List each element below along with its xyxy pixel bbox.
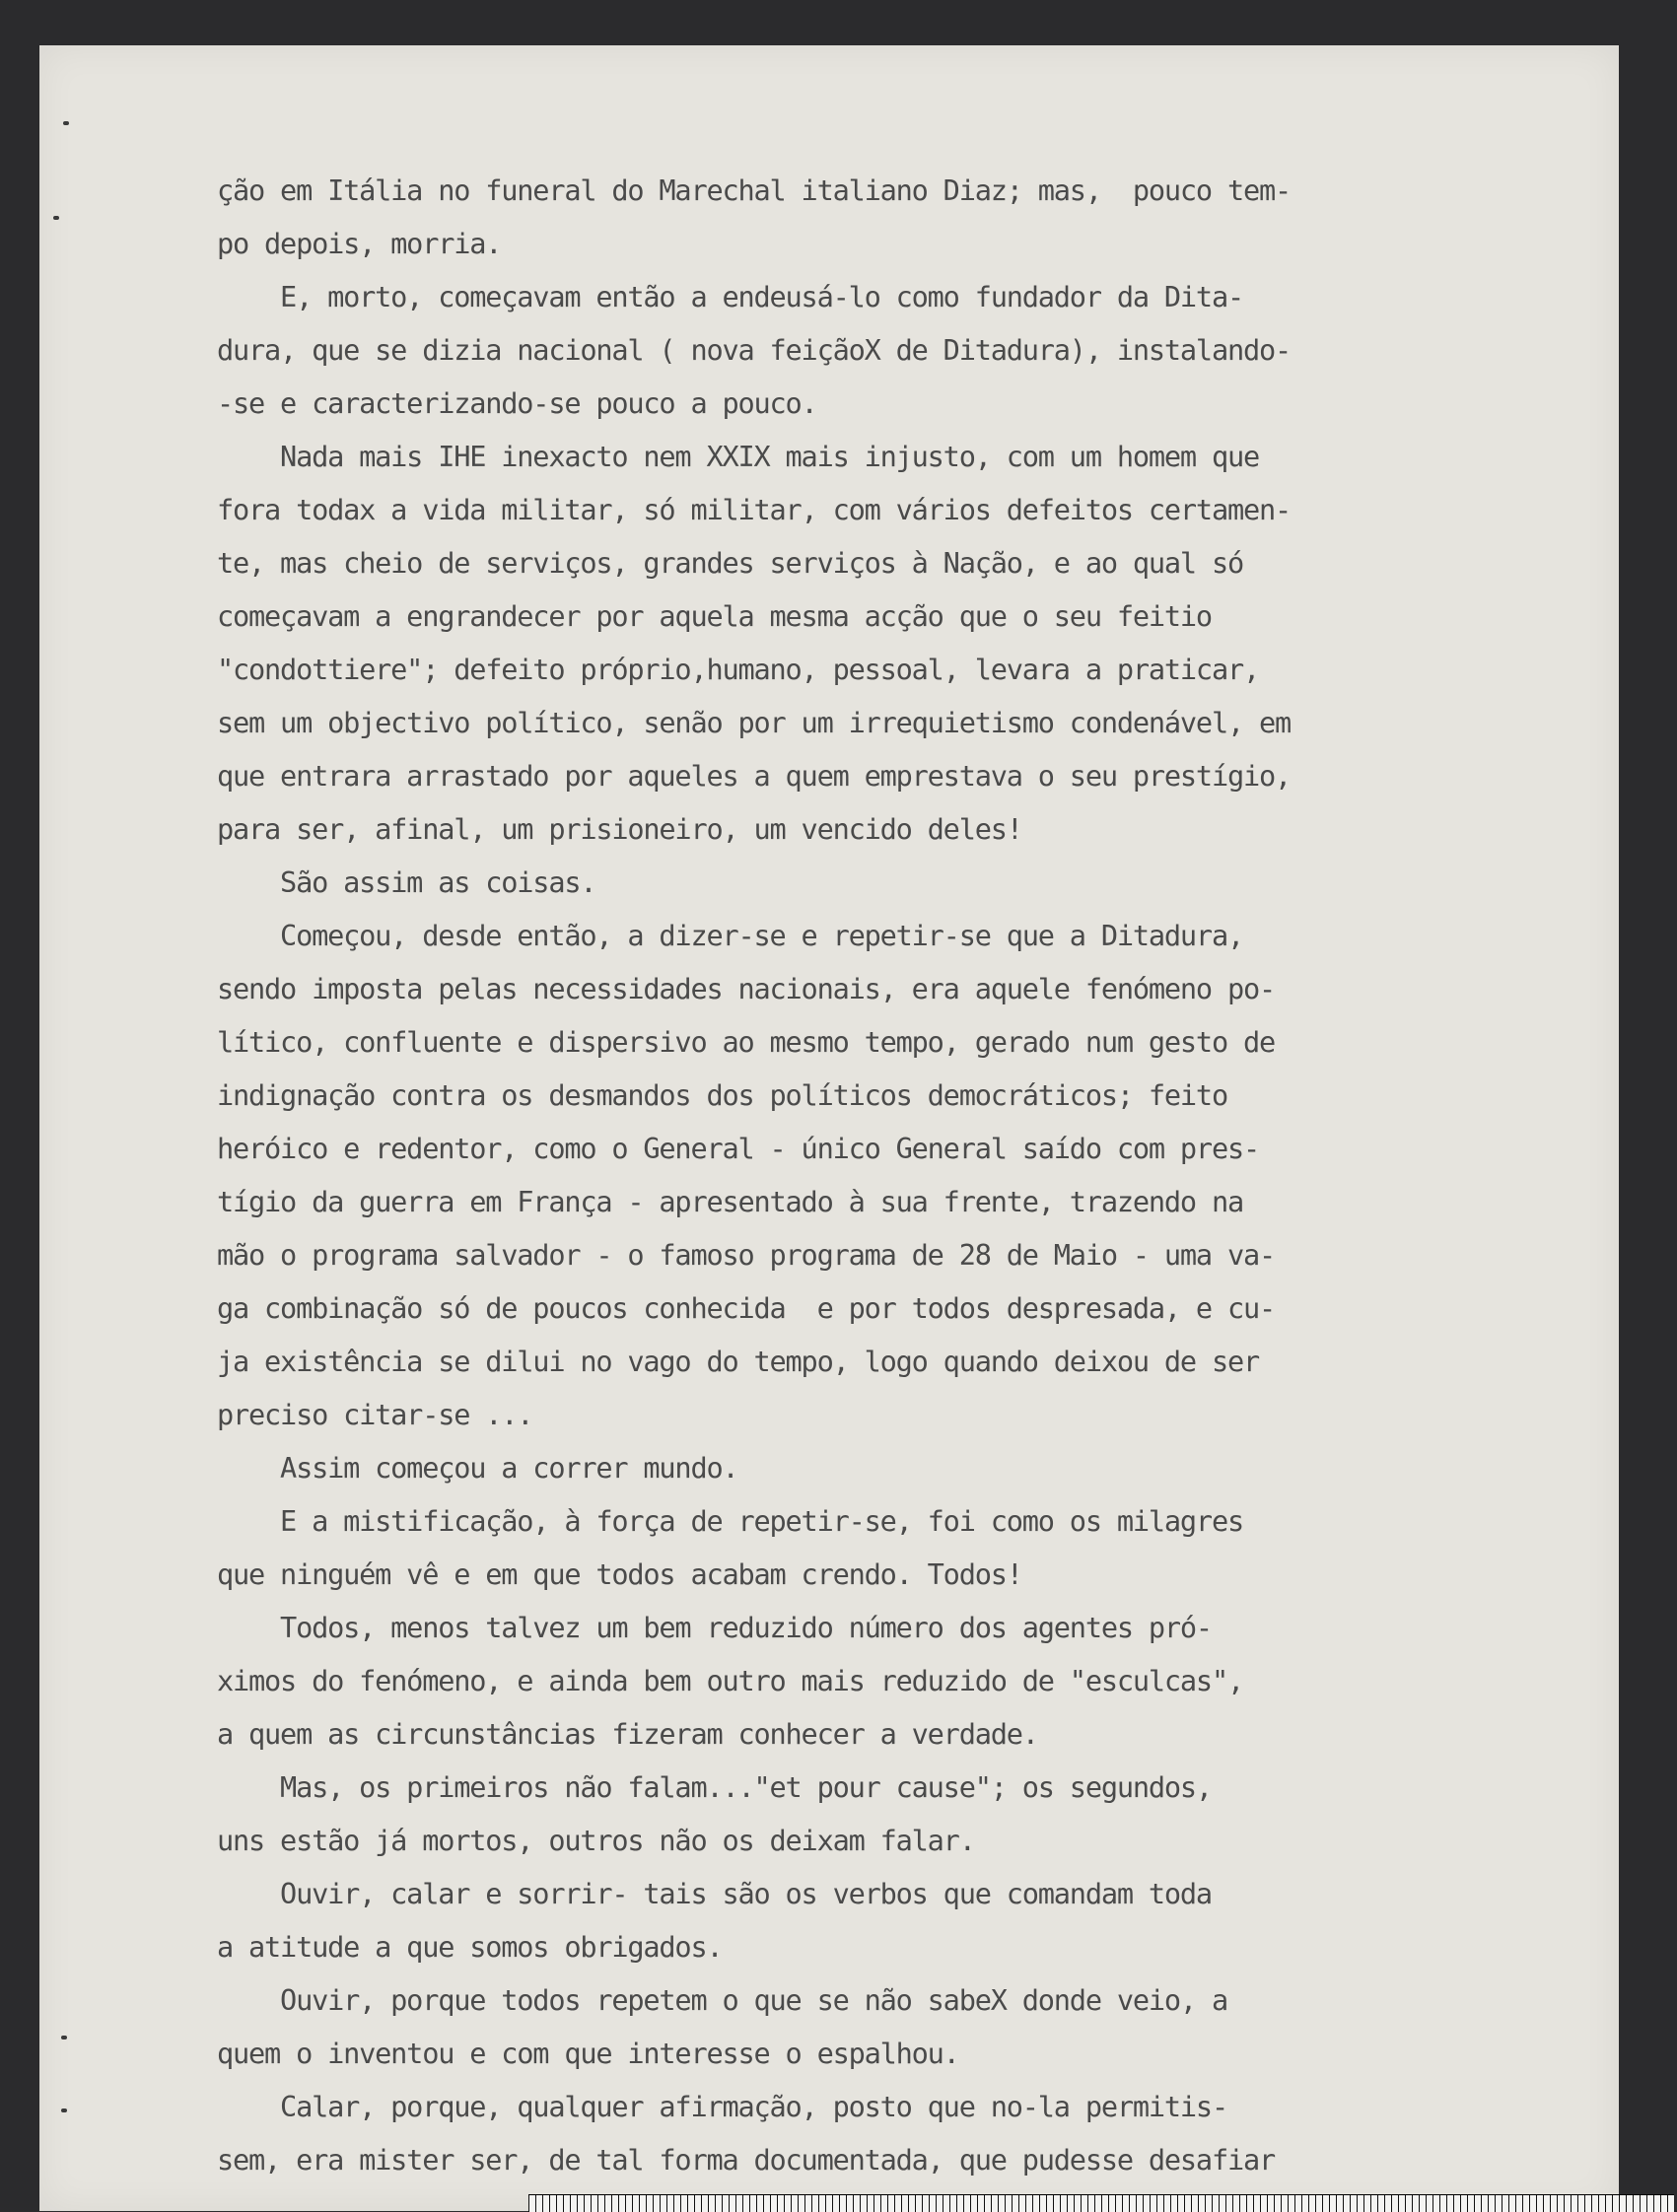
text-line: "condottiere"; defeito próprio,humano, pessoal, levara a praticar, bbox=[217, 653, 1259, 686]
text-line: ção em Itália no funeral do Marechal italiano Diaz; mas, pouco tem- bbox=[217, 173, 1292, 207]
text-line: ximos do fenómeno, e ainda bem outro mais reduzido de "esculcas", bbox=[217, 1664, 1243, 1697]
text-line: a atitude a que somos obrigados. bbox=[217, 1930, 723, 1964]
text-line: Nada mais IHE inexacto nem XXIX mais injusto, com um homem que bbox=[217, 440, 1259, 473]
text-line: ga combinação só de poucos conhecida e por todos despresada, e cu- bbox=[217, 1291, 1275, 1325]
text-line: que entrara arrastado por aqueles a quem emprestava o seu prestígio, bbox=[217, 759, 1292, 793]
text-line: mão o programa salvador - o famoso programa de 28 de Maio - uma va- bbox=[217, 1238, 1275, 1272]
text-line: quem o inventou e com que interesse o espalhou. bbox=[217, 2037, 959, 2070]
text-line: Mas, os primeiros não falam..."et pour cause"; os segundos, bbox=[217, 1770, 1212, 1804]
punch-hole-mark bbox=[63, 121, 69, 125]
text-line: dura, que se dizia nacional ( nova feiçãoX de Ditadura), instalando- bbox=[217, 333, 1292, 367]
text-line: começavam a engrandecer por aquela mesma acção que o seu feitio bbox=[217, 599, 1212, 633]
text-line: lítico, confluente e dispersivo ao mesmo tempo, gerado num gesto de bbox=[217, 1025, 1275, 1059]
text-line: a quem as circunstâncias fizeram conhecer a verdade. bbox=[217, 1717, 1038, 1751]
text-line: E, morto, começavam então a endeusá-lo como fundador da Dita- bbox=[217, 280, 1243, 313]
text-line: Começou, desde então, a dizer-se e repetir-se que a Ditadura, bbox=[217, 919, 1243, 952]
typed-text-body bbox=[217, 164, 1538, 2186]
text-line: que ninguém vê e em que todos acabam crendo. Todos! bbox=[217, 1557, 1022, 1591]
text-line: te, mas cheio de serviços, grandes serviços à Nação, e ao qual só bbox=[217, 546, 1243, 580]
text-line: sem um objectivo político, senão por um irrequietismo condenável, em bbox=[217, 706, 1292, 739]
text-line: Assim começou a correr mundo. bbox=[217, 1451, 738, 1485]
text-line: sem, era mister ser, de tal forma documentada, que pudesse desafiar bbox=[217, 2143, 1275, 2177]
text-line: ja existência se dilui no vago do tempo, logo quando deixou de ser bbox=[217, 1345, 1259, 1378]
text-line: Ouvir, calar e sorrir- tais são os verbos que comandam toda bbox=[217, 1877, 1212, 1910]
text-line: Ouvir, porque todos repetem o que se não sabeX donde veio, a bbox=[217, 1983, 1227, 2017]
text-line: uns estão já mortos, outros não os deixam falar. bbox=[217, 1824, 975, 1857]
text-line: -se e caracterizando-se pouco a pouco. bbox=[217, 386, 817, 420]
text-line: tígio da guerra em França - apresentado à sua frente, trazendo na bbox=[217, 1185, 1243, 1218]
punch-hole-mark bbox=[61, 2108, 67, 2112]
text-line: São assim as coisas. bbox=[217, 865, 596, 899]
text-line: indignação contra os desmandos dos políticos democráticos; feito bbox=[217, 1078, 1227, 1112]
text-line: sendo imposta pelas necessidades nacionais, era aquele fenómeno po- bbox=[217, 972, 1275, 1005]
text-line: Calar, porque, qualquer afirmação, posto que no-la permitis- bbox=[217, 2090, 1227, 2123]
punch-hole-mark bbox=[61, 2036, 67, 2039]
text-line: preciso citar-se ... bbox=[217, 1398, 533, 1431]
text-line: po depois, morria. bbox=[217, 227, 502, 260]
typescript-page bbox=[39, 45, 1619, 2211]
punch-hole-mark bbox=[53, 216, 59, 220]
text-line: Todos, menos talvez um bem reduzido número dos agentes pró- bbox=[217, 1611, 1212, 1644]
text-line: heróico e redentor, como o General - único General saído com pres- bbox=[217, 1132, 1259, 1165]
text-line: E a mistificação, à força de repetir-se, foi como os milagres bbox=[217, 1504, 1243, 1538]
text-line: para ser, afinal, um prisioneiro, um vencido deles! bbox=[217, 812, 1022, 846]
text-line: fora todax a vida militar, só militar, com vários defeitos certamen- bbox=[217, 493, 1292, 526]
scale-ruler bbox=[528, 2194, 1674, 2212]
